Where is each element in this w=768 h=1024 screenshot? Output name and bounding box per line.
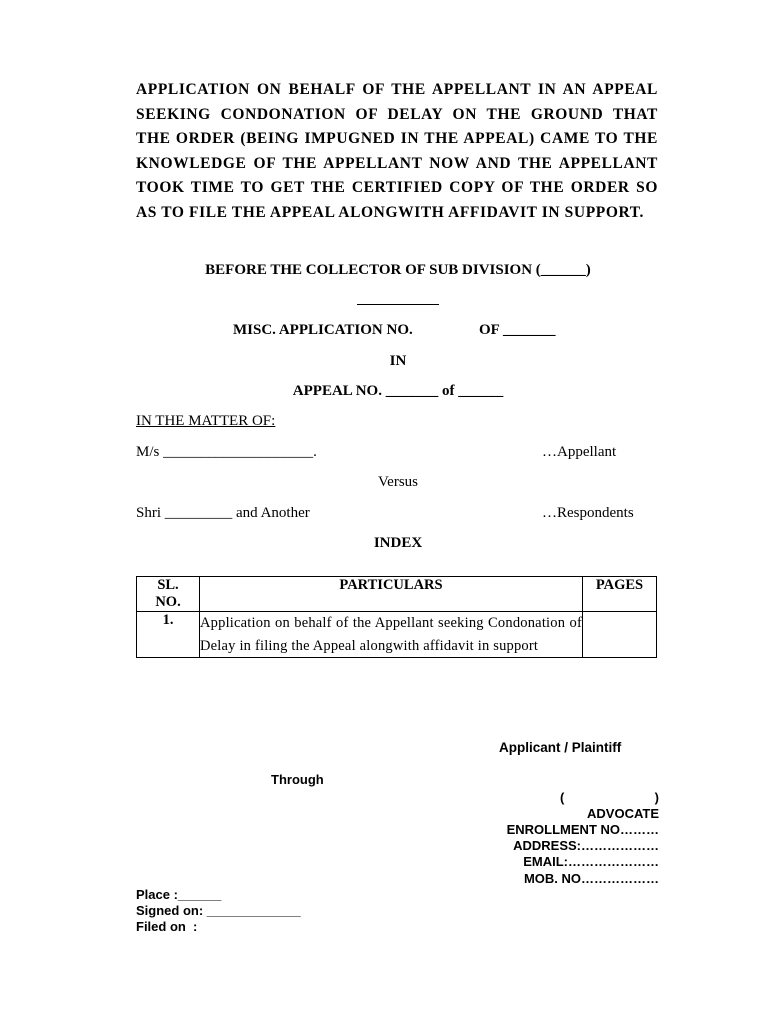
filed-on-field: Filed on :: [136, 919, 198, 934]
sl-header-line2: NO.: [155, 594, 181, 610]
versus-label: Versus: [378, 474, 418, 490]
row-particulars: Application on behalf of the Appellant seeking Condonation of Delay in filing the Appeal alongwith affidavit in support: [200, 612, 583, 658]
respondent-role: …Respondents: [542, 505, 634, 521]
enrollment-no: ENROLLMENT NO………: [506, 822, 659, 837]
in-label: IN: [389, 353, 407, 369]
table-row: [137, 612, 657, 658]
row-sl-no: 1.: [137, 612, 200, 658]
misc-application-no: MISC. APPLICATION NO.: [233, 322, 413, 338]
place-field: Place :______: [136, 887, 222, 902]
court-underline: [357, 304, 439, 305]
advocate-label: ADVOCATE: [587, 806, 659, 821]
appellant-role: …Appellant: [542, 444, 617, 460]
sl-no-header: [137, 577, 200, 612]
signed-on-field: Signed on: _____________: [136, 903, 301, 918]
through-label: Through: [271, 772, 324, 787]
index-title: INDEX: [373, 535, 423, 551]
row-pages: [583, 612, 657, 658]
court-name: BEFORE THE COLLECTOR OF SUB DIVISION (______): [205, 262, 591, 278]
advocate-email: EMAIL:…………………: [523, 854, 659, 869]
document-heading: APPLICATION ON BEHALF OF THE APPELLANT IN AN APPEAL SEEKING CONDONATION OF DELAY ON THE GROUND THAT THE ORDER (BEING IMPUGNED IN THE APPEAL) CAME TO THE KNOWLEDGE OF THE APPELLANT NOW AND THE APPELLANT TOOK TIME TO GET THE CERTIFIED COPY OF THE ORDER SO AS TO FILE THE APPEAL ALONGWITH AFFIDAVIT IN SUPPORT.: [136, 81, 658, 221]
advocate-mobile: MOB. NO………………: [523, 871, 659, 886]
respondent-name: Shri _________ and Another: [136, 505, 310, 521]
matter-label: IN THE MATTER OF:: [136, 413, 276, 429]
misc-application-of: OF _______: [479, 322, 556, 338]
applicant-label: Applicant / Plaintiff: [499, 740, 622, 755]
appellant-name: M/s ____________________.: [136, 444, 317, 460]
sl-header-line1: SL.: [157, 577, 179, 593]
appeal-number: APPEAL NO. _______ of ______: [292, 383, 504, 399]
index-header-row: [137, 577, 657, 612]
index-table: [136, 576, 657, 658]
advocate-bracket: ( ): [560, 790, 659, 805]
pages-header: PAGES: [583, 577, 657, 612]
particulars-header: PARTICULARS: [200, 577, 583, 612]
advocate-address: ADDRESS:………………: [513, 838, 659, 853]
